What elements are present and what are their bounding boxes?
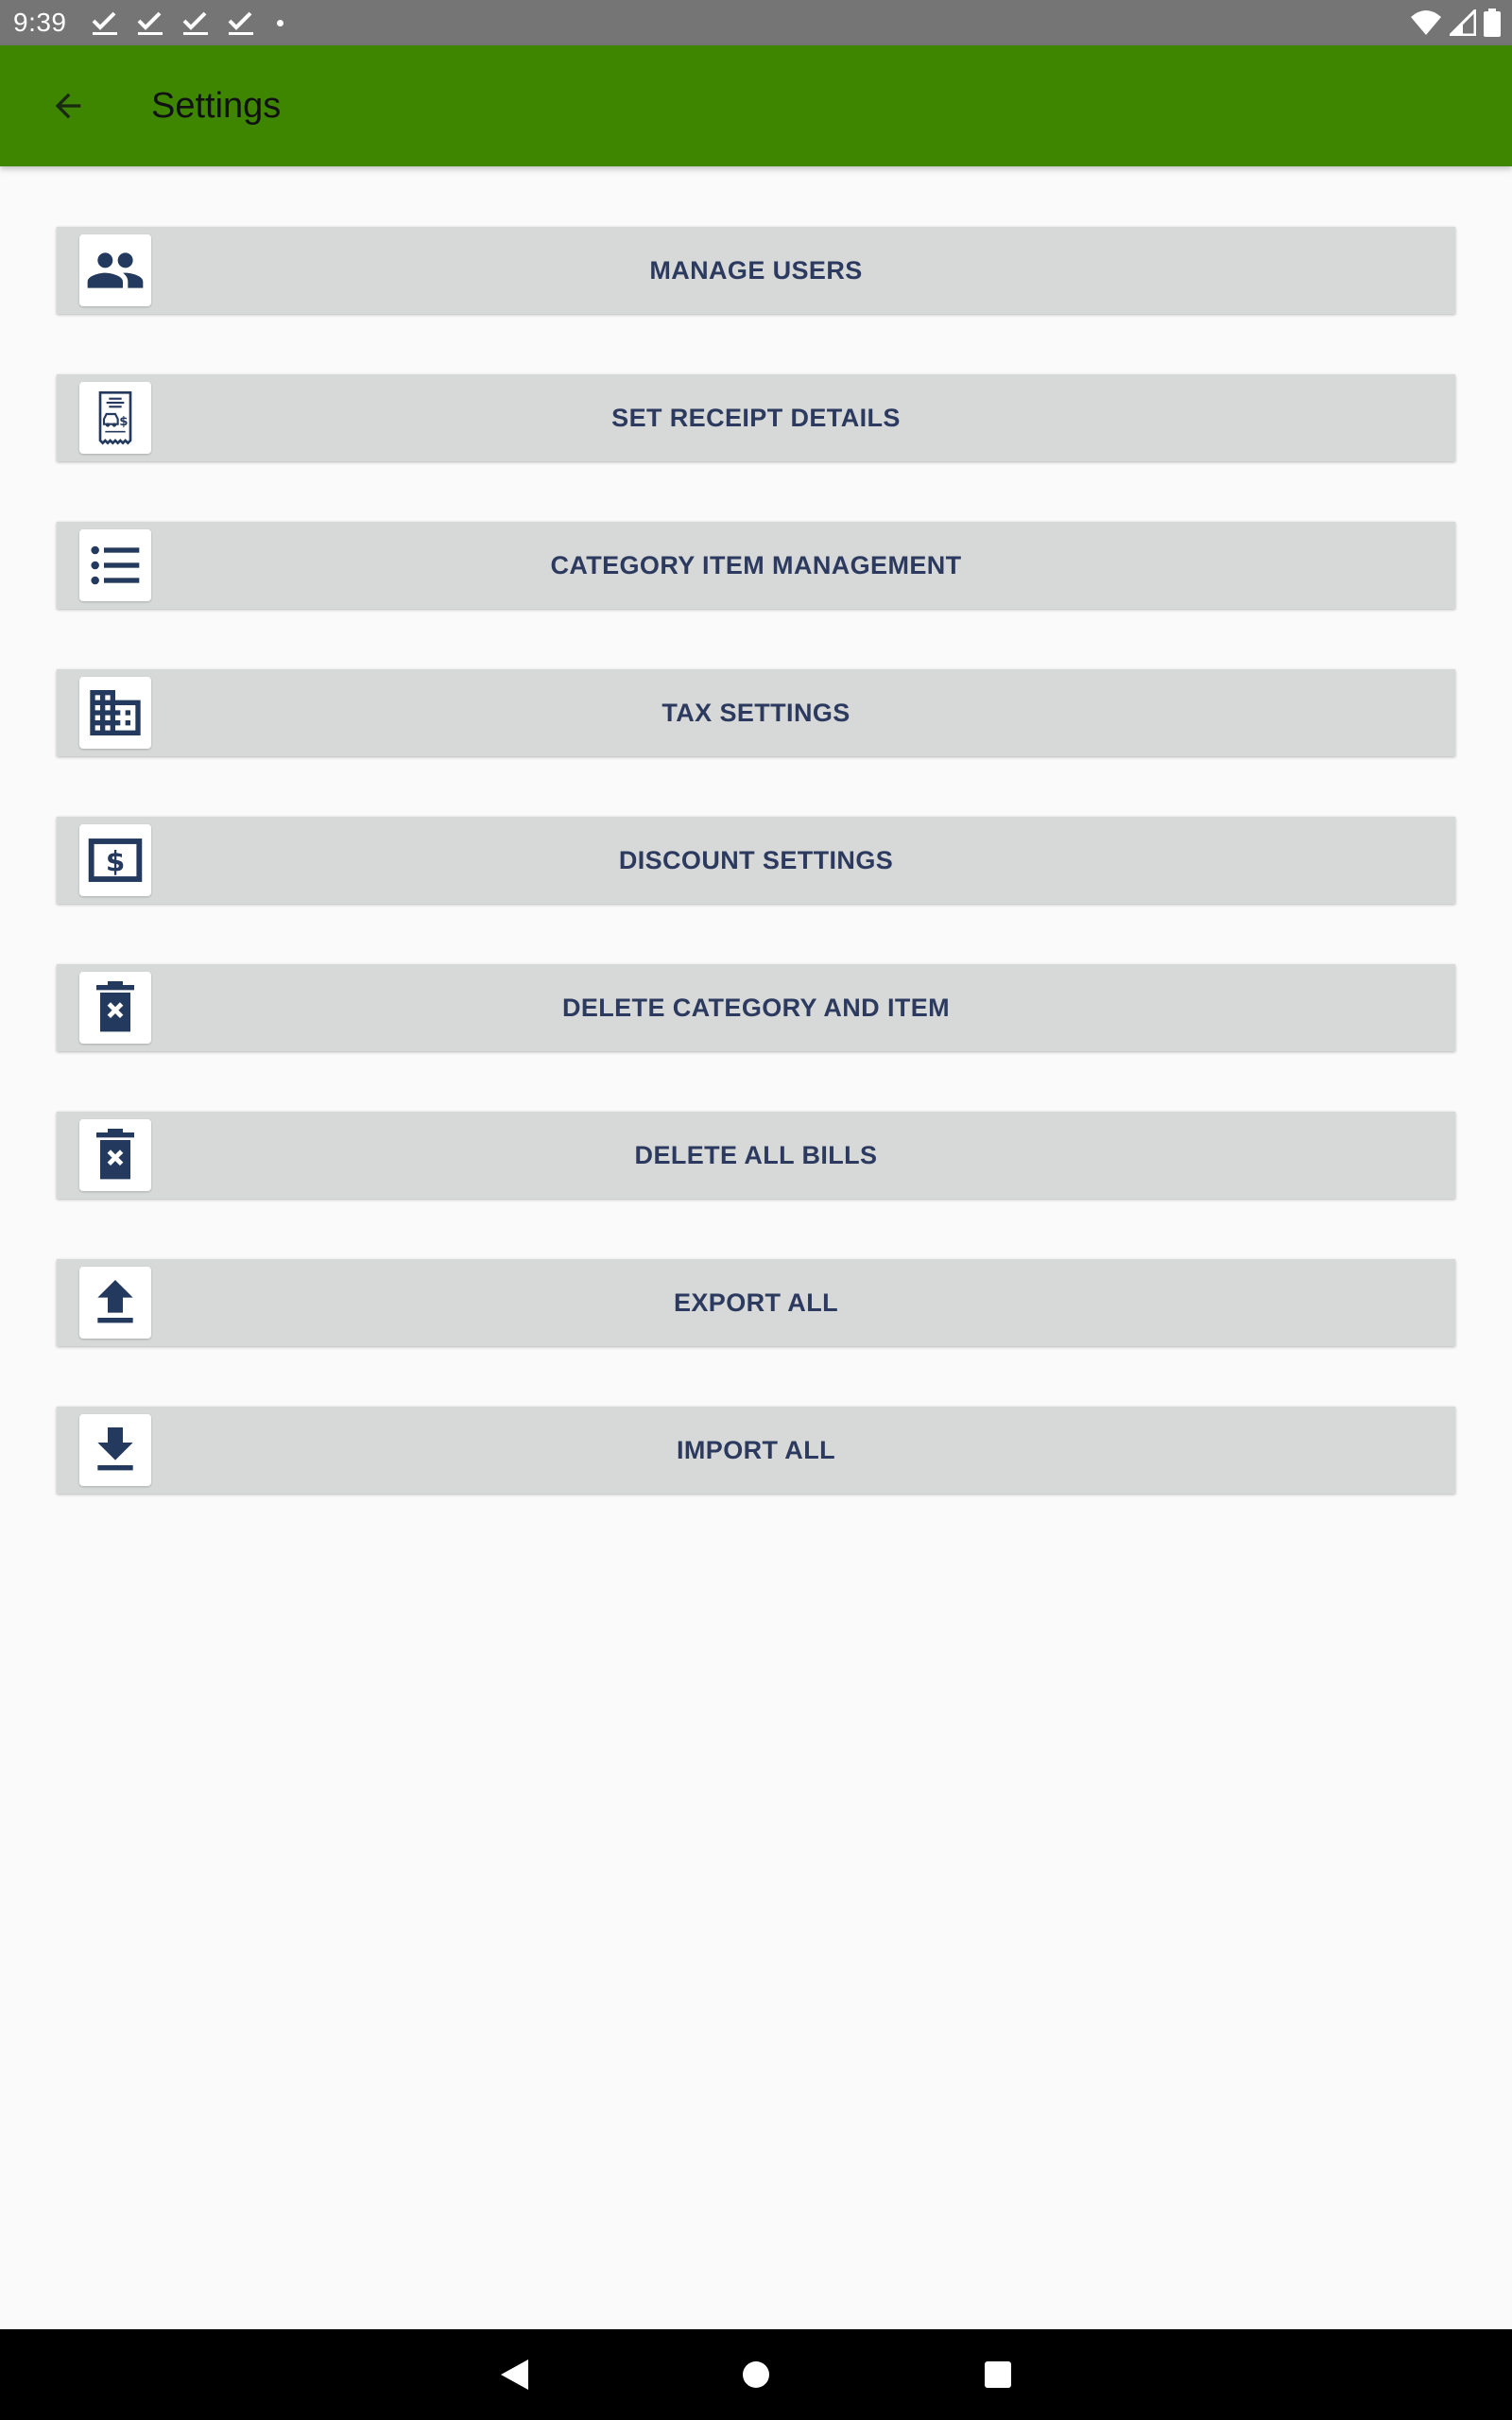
back-triangle-icon: [498, 2358, 530, 2392]
nav-home-button[interactable]: [726, 2344, 786, 2405]
category-item-management-label: CATEGORY ITEM MANAGEMENT: [550, 550, 962, 579]
manage-users-button[interactable]: [57, 227, 1455, 314]
setting-icon-container: [79, 972, 151, 1044]
check-icon: [90, 9, 120, 36]
check-icon: [180, 9, 211, 36]
check-icon: [226, 9, 256, 36]
delete-icon: [85, 977, 146, 1038]
building-icon: [85, 683, 146, 743]
notification-icons: [90, 9, 284, 36]
list-icon: [85, 535, 146, 596]
setting-icon-container: [79, 1267, 151, 1339]
svg-text:$: $: [105, 845, 126, 878]
recents-square-icon: [984, 2360, 1012, 2389]
page-title: Settings: [151, 85, 282, 126]
export-all-button[interactable]: [57, 1259, 1455, 1346]
users-icon: [85, 240, 146, 301]
nav-recents-button[interactable]: [968, 2344, 1028, 2405]
nav-back-button[interactable]: [484, 2344, 544, 2405]
import-all-label: IMPORT ALL: [677, 1435, 835, 1464]
status-bar: [0, 0, 1512, 45]
setting-icon-container: [79, 529, 151, 601]
import-all-button[interactable]: [57, 1407, 1455, 1494]
battery-icon: [1484, 9, 1501, 37]
delete-category-and-item-button[interactable]: [57, 964, 1455, 1051]
tax-settings-button[interactable]: [57, 669, 1455, 756]
home-circle-icon: [741, 2360, 771, 2390]
wifi-icon: [1410, 9, 1442, 36]
signal-icon: [1450, 9, 1476, 36]
dollar-bill-icon: [85, 830, 146, 890]
setting-icon-container: [79, 382, 151, 454]
app-bar: [0, 45, 1512, 166]
set-receipt-details-button[interactable]: [57, 374, 1455, 461]
delete-category-and-item-label: DELETE CATEGORY AND ITEM: [561, 993, 951, 1022]
status-indicators: [1402, 0, 1501, 45]
export-all-label: EXPORT ALL: [673, 1288, 838, 1317]
more-notifications-dot: [277, 20, 284, 26]
setting-icon-container: [79, 1119, 151, 1191]
upload-icon: [85, 1272, 146, 1333]
set-receipt-details-label: SET RECEIPT DETAILS: [611, 403, 901, 432]
download-icon: [85, 1420, 146, 1480]
tax-settings-label: TAX SETTINGS: [662, 698, 850, 727]
discount-settings-label: DISCOUNT SETTINGS: [618, 845, 894, 874]
back-button[interactable]: [38, 76, 98, 136]
delete-icon: [85, 1125, 146, 1185]
setting-icon-container: [79, 1414, 151, 1486]
settings-list: [57, 227, 1455, 1554]
setting-icon-container: [79, 824, 151, 896]
svg-text:$: $: [119, 415, 129, 429]
delete-all-bills-label: DELETE ALL BILLS: [634, 1140, 878, 1169]
delete-all-bills-button[interactable]: [57, 1112, 1455, 1199]
setting-icon-container: [79, 677, 151, 749]
category-item-management-button[interactable]: [57, 522, 1455, 609]
status-time: 9:39: [13, 8, 67, 37]
discount-settings-button[interactable]: [57, 817, 1455, 904]
receipt-icon: [85, 388, 146, 448]
navigation-bar: [0, 2329, 1512, 2420]
manage-users-label: MANAGE USERS: [649, 255, 863, 285]
arrow-left-icon: [49, 87, 87, 125]
check-icon: [135, 9, 165, 36]
setting-icon-container: [79, 234, 151, 306]
